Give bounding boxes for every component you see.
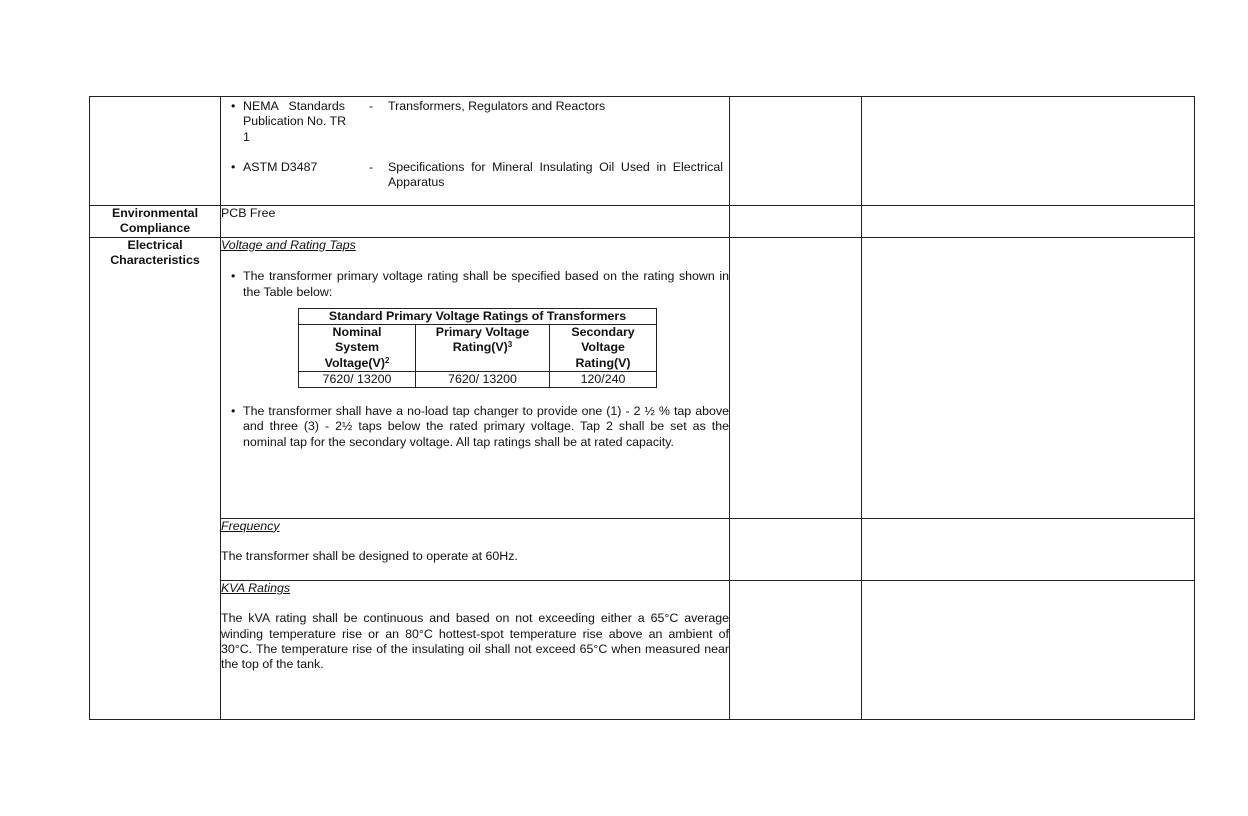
empty-cell [730, 97, 862, 206]
kva-heading: KVA Ratings [221, 580, 291, 595]
empty-cell [730, 206, 862, 238]
specification-table [89, 96, 1195, 720]
empty-cell [862, 518, 1195, 580]
environmental-label: Environmental Compliance [90, 206, 221, 238]
standard-description: Transformers, Regulators and Reactors [388, 99, 606, 113]
header-secondary-voltage: Secondary Voltage Rating(V) [550, 325, 657, 372]
standard-description: Specifications for Mineral Insulating Oil Used in Electrical Apparatus [388, 160, 723, 190]
electrical-label: Electrical Characteristics [90, 237, 221, 719]
empty-cell [730, 580, 862, 719]
frequency-text: The transformer shall be designed to operate at 60Hz. [221, 549, 518, 564]
environmental-value: PCB Free [221, 206, 730, 238]
voltage-bullet-2: • The transformer shall have a no-load tap changer to provide one (1) - 2 ½ % tap above and three (3) - 2½ taps below the rated primary voltage. Tap 2 shall be set as the nominal tap for the secondary voltage. All tap ratings shall be at rated capacity. [221, 404, 729, 450]
voltage-heading: Voltage and Rating Taps [221, 237, 356, 252]
standard-name: NEMA Standards Publication No. TR 1 [243, 99, 347, 144]
voltage-bullet-1: • The transformer primary voltage rating shall be specified based on the rating shown in the Table below: [221, 269, 729, 300]
table-cell-secondary: 120/240 [550, 371, 657, 387]
header-nominal-voltage: Nominal System $Voltage(V)^2$ [299, 325, 416, 372]
voltage-cell [221, 237, 730, 518]
empty-cell [730, 518, 862, 580]
empty-cell [862, 206, 1195, 238]
standard-item-astm: • ASTM D3487 - Specifications for Mineral Insulating Oil Used in Electrical Apparatus [231, 160, 723, 190]
frequency-row [90, 518, 1195, 580]
empty-label-cell [90, 97, 221, 206]
empty-cell [862, 580, 1195, 719]
frequency-heading: Frequency [221, 518, 280, 533]
table-cell-primary: 7620/ 13200 [416, 371, 550, 387]
voltage-table-title: Standard Primary Voltage Ratings of Transformers [299, 309, 657, 325]
environmental-row [90, 206, 1195, 238]
kva-cell [221, 580, 730, 719]
header-primary-voltage: Primary Voltage $Rating(V)^3$ [416, 325, 550, 372]
voltage-ratings-table [298, 308, 657, 388]
standards-cell [221, 97, 730, 206]
table-cell-nominal: 7620/ 13200 [299, 371, 416, 387]
empty-cell [862, 97, 1195, 206]
standard-name: ASTM D3487 [243, 160, 318, 174]
frequency-cell [221, 518, 730, 580]
empty-cell [862, 237, 1195, 518]
kva-row [90, 580, 1195, 719]
empty-cell [730, 237, 862, 518]
kva-text: The kVA rating shall be continuous and based on not exceeding either a 65°C average winding temperature rise or an 80°C hottest-spot temperature rise above an ambient of 30°C. The temperature rise of the insulating oil shall not exceed 65°C when measured near the top of the tank. [221, 611, 729, 672]
standard-item-nema: • NEMA Standards Publication No. TR 1 - Transformers, Regulators and Reactors [221, 99, 729, 145]
voltage-row [90, 237, 1195, 518]
standards-row [90, 97, 1195, 206]
